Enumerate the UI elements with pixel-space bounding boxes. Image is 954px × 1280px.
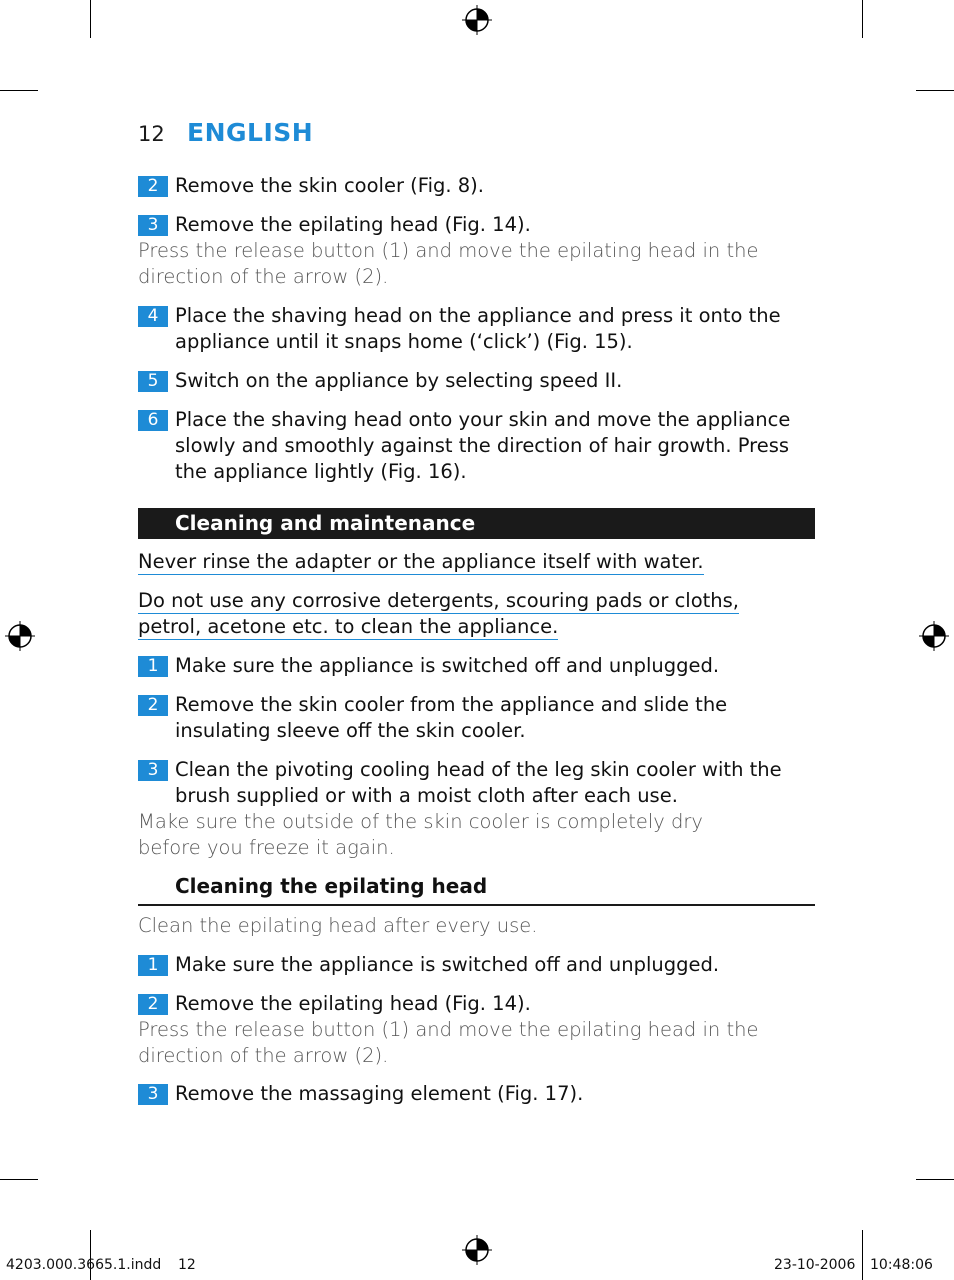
step-text: Switch on the appliance by selecting speed II. (175, 369, 623, 392)
step-text: Place the shaving head onto your skin and move the appliance slowly and smoothly against the direction of hair growth. Press the appliance lightly (Fig. 16). (175, 408, 791, 483)
registration-mark-icon (462, 1235, 492, 1265)
step-text: Remove the epilating head (Fig. 14). (175, 992, 531, 1015)
registration-mark-icon (919, 621, 949, 651)
crop-mark (90, 0, 91, 38)
section-heading-bar (138, 508, 815, 539)
slug-file-name: 4203.000.3665.1.indd (6, 1257, 162, 1273)
step-number-badge: 2 (138, 994, 168, 1015)
step-item (138, 173, 818, 199)
step-number-badge: 5 (138, 371, 168, 392)
step-item (138, 407, 818, 485)
step-item (138, 368, 818, 394)
registration-mark-icon (5, 621, 35, 651)
step-item (138, 653, 818, 679)
step-number-badge: 4 (138, 306, 168, 327)
step-number-badge: 1 (138, 955, 168, 976)
step-text: Place the shaving head on the appliance and press it onto the appliance until it snaps home (‘click’) (Fig. 15). (175, 304, 781, 353)
language-heading: ENGLISH (187, 118, 314, 147)
crop-mark (0, 90, 38, 91)
crop-mark (0, 1179, 38, 1180)
step-text: Remove the epilating head (Fig. 14). (175, 213, 531, 236)
crop-mark (916, 1179, 954, 1180)
crop-mark (862, 0, 863, 38)
step-item (138, 1081, 818, 1107)
section-title: Cleaning and maintenance (175, 511, 476, 535)
step-text: Remove the skin cooler (Fig. 8). (175, 174, 484, 197)
step-note: Make sure the outside of the skin cooler is completely dry before you freeze it again. (138, 810, 703, 859)
step-number-badge: 3 (138, 215, 168, 236)
step-number-badge: 6 (138, 410, 168, 431)
step-text: Make sure the appliance is switched off and unplugged. (175, 654, 720, 677)
step-text: Remove the skin cooler from the appliance and slide the insulating sleeve off the skin cooler. (175, 693, 728, 742)
step-number-badge: 1 (138, 656, 168, 677)
step-item (138, 303, 818, 355)
warning-text (138, 549, 818, 575)
slug-file-page: 12 (178, 1257, 196, 1273)
step-text: Make sure the appliance is switched off and unplugged. (175, 953, 720, 976)
warning-line: Do not use any corrosive detergents, scouring pads or cloths, petrol, acetone etc. to clean the appliance. (138, 589, 740, 638)
step-note: Press the release button (1) and move the epilating head in the direction of the arrow (2). (138, 239, 759, 288)
step-item (138, 952, 818, 978)
step-item (138, 212, 818, 238)
step-text: Clean the pivoting cooling head of the leg skin cooler with the brush supplied or with a moist cloth after each use. (175, 758, 782, 807)
step-number-badge: 2 (138, 176, 168, 197)
step-number-badge: 3 (138, 760, 168, 781)
step-item (138, 757, 818, 809)
step-number-badge: 2 (138, 695, 168, 716)
step-number-badge: 3 (138, 1084, 168, 1105)
warning-line: Never rinse the adapter or the appliance itself with water. (138, 550, 704, 573)
registration-mark-icon (462, 5, 492, 35)
step-item (138, 991, 818, 1017)
slug-time: 10:48:06 (870, 1257, 933, 1273)
step-text: Remove the massaging element (Fig. 17). (175, 1082, 584, 1105)
subsection-heading (138, 874, 815, 906)
warning-text (138, 588, 798, 640)
page-number: 12 (138, 122, 165, 146)
subsection-title: Cleaning the epilating head (175, 874, 488, 898)
slug-date: 23-10-2006 (774, 1257, 856, 1273)
subsection-intro: Clean the epilating head after every use. (138, 914, 538, 937)
crop-mark (862, 1230, 863, 1280)
crop-mark (916, 90, 954, 91)
step-note: Press the release button (1) and move the epilating head in the direction of the arrow (2). (138, 1018, 759, 1067)
step-item (138, 692, 818, 744)
